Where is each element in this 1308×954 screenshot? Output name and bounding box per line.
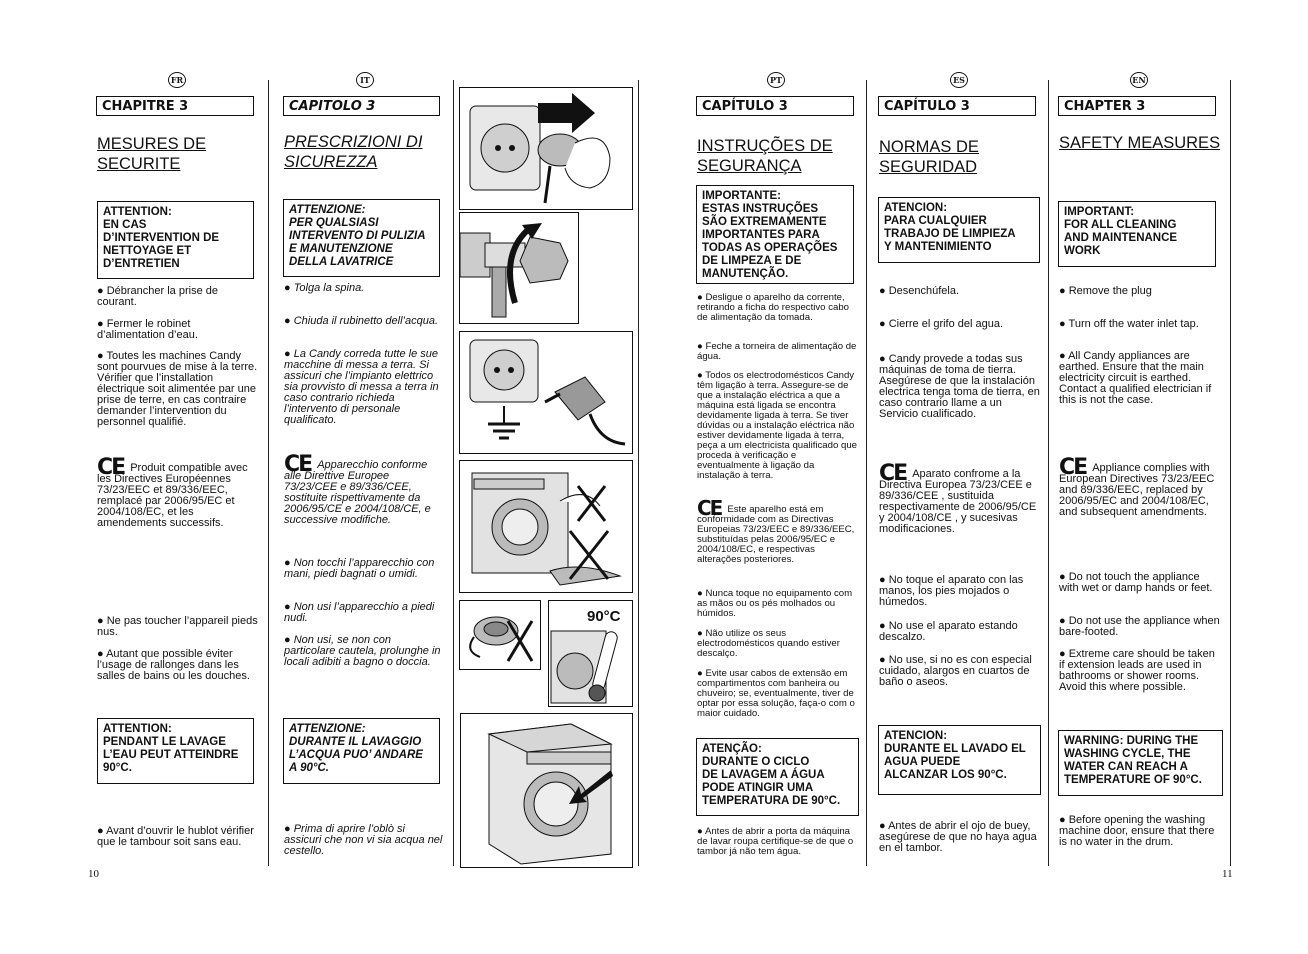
ce-item	[97, 455, 259, 529]
list-item: ● Desligue o aparelho da corrente, retirando a ficha do respectivo cabo de alimentação da tomada.	[697, 293, 859, 323]
box-line: DE LAVAGEM A ÁGUA	[702, 769, 825, 781]
box-line: TEMPERATURA DE 90°C.	[702, 795, 841, 807]
title-line: SECURITE	[97, 155, 181, 173]
ce-text: Appliance complies with European Directives 73/23/EEC and 89/336/EEC, replaced by 2006/95/EC and 2004/108/EC, and subsequent amendments.	[1059, 462, 1215, 518]
box-line: E MANUTENZIONE	[289, 243, 393, 255]
box-line: PARA CUALQUIER	[884, 215, 987, 227]
extension-lead-icon	[460, 601, 540, 669]
list-item: ● Toutes les machines Candy sont pourvues de mise à la terre. Vérifier que l’installation électrique soit alimentée par une prise de terre, en cas contraire demander l’intervention du personnel qualifié.	[97, 351, 259, 428]
ce-text: Apparecchio conforme alle Direttive Europee 73/23/CEE e 89/336/CEE, sostituite rispettivamente da 2006/95/CE e 2004/108/CE, e successive modifiche.	[284, 459, 431, 526]
list-item: ● No use el aparato estando descalzo.	[879, 621, 1042, 643]
list-item: ● Todos os electrodomésticos Candy têm ligação à terra. Assegure-se de que a instalação eléctrica a que a máquina está ligada se encontra devidamente ligada à terra. Se tiver dúvidas ou a instalação eléctrica não estiver devidamente ligada à terra, peça a um electricista qualificado que proceda à verificação e eventualmente à ligação da instalação à terra.	[697, 371, 859, 481]
title-line: MESURES DE	[97, 135, 207, 153]
section-title	[697, 136, 833, 176]
attention-box	[696, 185, 854, 284]
attention-box	[696, 738, 859, 816]
page-number-right: 11	[1222, 868, 1233, 880]
list-item: ● Non usi l’apparecchio a piedi nudi.	[284, 602, 444, 624]
list-item: ● Não utilize os seus electrodomésticos quando estiver descalço.	[697, 629, 859, 659]
ce-item	[879, 461, 1042, 535]
page-number-left: 10	[88, 868, 99, 880]
chapter-heading: CAPITOLO 3	[283, 96, 440, 116]
list-item: ● Desenchúfela.	[879, 286, 1042, 297]
box-line: ATENCION:	[884, 730, 948, 742]
box-line: WORK	[1064, 245, 1101, 257]
wet-hands-illustration	[459, 460, 633, 593]
list-item: ● No toque el aparato con las manos, los pies mojados o húmedos.	[879, 575, 1042, 608]
box-line: PER QUALSIASI	[289, 217, 379, 229]
attention-box	[878, 197, 1040, 263]
flag-es: ES	[950, 72, 968, 88]
box-line: DURANTE EL LAVADO EL	[884, 743, 1026, 755]
box-line: MANUTENÇÃO.	[702, 268, 789, 280]
list-item: ● Chiuda il rubinetto dell’acqua.	[284, 316, 444, 327]
box-line: DELLA LAVATRICE	[289, 256, 394, 268]
tap-icon	[460, 213, 578, 323]
list-item: ● Prima di aprire l’oblò si assicuri che non vi sia acqua nel cestello.	[284, 824, 444, 857]
list-item: ● No use, si no es con especial cuidado, alargos en cuartos de baño o aseos.	[879, 655, 1042, 688]
list-item: ● Non usi, se non con particolare cautela, prolunghe in locali adibiti a bagno o doccia.	[284, 635, 444, 668]
box-line: TRABAJO DE LIMPIEZA	[884, 228, 1016, 240]
box-line: DE LIMPEZA E DE	[702, 255, 802, 267]
tap-illustration	[459, 212, 579, 324]
list-item: ● Antes de abrir el ojo de buey, asegúrese de que no haya agua en el tambor.	[879, 821, 1042, 854]
machine-door-illustration	[460, 713, 633, 868]
ce-item	[284, 452, 444, 526]
box-line: ALCANZAR LOS 90°C.	[884, 769, 1007, 781]
box-line: ESTAS INSTRUÇÕES	[702, 203, 819, 215]
ce-item	[697, 496, 859, 565]
flag-en: EN	[1130, 72, 1148, 88]
list-item: ● Ne pas toucher l’appareil pieds nus.	[97, 616, 259, 638]
list-item: ● Evite usar cabos de extensão em compartimentos com banheira ou chuveiro; se, eventualmente, tiver de optar por essa solução, faça-o com o maior cuidado.	[697, 669, 859, 719]
ce-mark-icon: CE	[284, 452, 312, 477]
earthed-socket-illustration	[459, 331, 633, 454]
box-line: DURANTE IL LAVAGGIO	[289, 736, 422, 748]
unplug-illustration	[459, 87, 633, 210]
box-line: TODAS AS OPERAÇÕES	[702, 242, 838, 254]
chapter-heading: CAPÍTULO 3	[696, 96, 854, 116]
column-es	[878, 96, 1036, 116]
title-line: PRESCRIZIONI DI	[284, 133, 423, 151]
box-line: D’ENTRETIEN	[103, 258, 180, 270]
box-line: WASHING CYCLE, THE	[1064, 748, 1191, 760]
chapter-heading: CHAPITRE 3	[96, 96, 254, 116]
title-line: NORMAS DE	[879, 138, 979, 156]
column-it	[283, 96, 440, 116]
flag-pt: PT	[767, 72, 785, 88]
attention-box	[1058, 201, 1216, 267]
title-line: SICUREZZA	[284, 153, 378, 171]
section-title	[1059, 133, 1220, 153]
ce-text: Produit compatible avec les Directives Européennes 73/23/EEC et 89/336/EEC, remplacé par 2006/95/EC et 2004/108/EC, et les amendements successifs.	[97, 462, 248, 529]
box-line: PENDANT LE LAVAGE	[103, 736, 226, 748]
earth-icon	[460, 332, 632, 453]
box-line: ATTENTION:	[103, 723, 172, 735]
box-line: AND MAINTENANCE	[1064, 232, 1178, 244]
list-item: ● Fermer le robinet d’alimentation d’eau.	[97, 319, 259, 341]
list-item: ● Turn off the water inlet tap.	[1059, 319, 1222, 330]
box-line: ATTENTION:	[103, 206, 172, 218]
column-en	[1058, 96, 1216, 116]
box-line: IMPORTANT:	[1064, 206, 1135, 218]
box-line: L’EAU PEUT ATTEINDRE	[103, 749, 239, 761]
box-line: WATER CAN REACH A	[1064, 761, 1188, 773]
box-line: NETTOYAGE ET	[103, 245, 192, 257]
list-item: ● Cierre el grifo del agua.	[879, 319, 1042, 330]
attention-box	[283, 199, 440, 277]
title-line: SAFETY MEASURES	[1059, 134, 1221, 152]
list-item: ● Antes de abrir a porta da máquina de lavar roupa certifique-se de que o tambor já não tem água.	[697, 827, 859, 857]
section-title	[284, 132, 422, 172]
attention-box	[283, 718, 440, 784]
list-item: ● La Candy correda tutte le sue macchine di messa a terra. Si assicuri che l’impianto elettrico sia provvisto di messa a terra in caso contrario richieda l’intervento di personale qualificato.	[284, 349, 444, 426]
list-item: ● Do not touch the appliance with wet or damp hands or feet.	[1059, 572, 1222, 594]
section-title	[879, 137, 979, 177]
wet-hands-icon	[460, 461, 632, 592]
temperature-label: 90°C	[587, 608, 621, 625]
attention-box	[878, 725, 1041, 795]
title-line: SEGURANÇA	[697, 157, 802, 175]
flag-it: IT	[356, 72, 374, 88]
list-item: ● Extreme care should be taken if extension leads are used in bathrooms or shower rooms. Avoid this where possible.	[1059, 649, 1222, 693]
box-line: AGUA PUEDE	[884, 756, 961, 768]
box-line: FOR ALL CLEANING	[1064, 219, 1177, 231]
title-line: INSTRUÇÕES DE	[697, 137, 833, 155]
box-line: INTERVENTO DI PULIZIA	[289, 230, 426, 242]
box-line: PODE ATINGIR UMA	[702, 782, 814, 794]
ce-item	[1059, 455, 1222, 518]
ce-mark-icon: CE	[97, 455, 125, 480]
box-line: Y MANTENIMIENTO	[884, 241, 992, 253]
unplug-icon	[460, 88, 632, 209]
extension-lead-illustration	[459, 600, 541, 670]
box-line: D’INTERVENTION DE	[103, 232, 220, 244]
attention-box	[97, 718, 254, 784]
box-line: A 90°C.	[289, 762, 329, 774]
ce-mark-icon: CE	[879, 461, 907, 486]
box-line: L’ACQUA PUO’ ANDARE	[289, 749, 423, 761]
box-line: ATENCION:	[884, 202, 948, 214]
box-line: ATTENZIONE:	[289, 204, 366, 216]
list-item: ● Do not use the appliance when bare-footed.	[1059, 616, 1222, 638]
box-line: TEMPERATURE OF 90°C.	[1064, 774, 1202, 786]
chapter-heading: CHAPTER 3	[1058, 96, 1216, 116]
thermometer-icon	[549, 601, 632, 706]
washing-machine-icon	[461, 714, 632, 867]
list-item: ● Remove the plug	[1059, 286, 1222, 297]
column-fr	[96, 96, 254, 116]
list-item: ● Candy provede a todas sus máquinas de toma de tierra. Asegúrese de que la instalación electrica tenga toma de tierra, en caso contrario llame a un Servicio cualificado.	[879, 354, 1042, 420]
list-item: ● Nunca toque no equipamento com as mãos ou os pés molhados ou húmidos.	[697, 589, 859, 619]
column-pt	[696, 96, 854, 116]
list-item: ● Feche a torneira de alimentação de água.	[697, 342, 859, 362]
list-item: ● Avant d’ouvrir le hublot vérifier que le tambour soit sans eau.	[97, 826, 259, 848]
list-item: ● All Candy appliances are earthed. Ensure that the main electricity circuit is earthed. Contact a qualified electrician if this is not the case.	[1059, 351, 1222, 406]
list-item: ● Débrancher la prise de courant.	[97, 286, 259, 308]
list-item: ● Autant que possible éviter l’usage de rallonges dans les salles de bains ou les douches.	[97, 649, 259, 682]
flag-fr: FR	[168, 72, 186, 88]
attention-box	[97, 201, 254, 279]
list-item: ● Non tocchi l’apparecchio con mani, piedi bagnati o umidi.	[284, 558, 444, 580]
list-item: ● Tolga la spina.	[284, 283, 444, 294]
box-line: WARNING: DURING THE	[1064, 735, 1199, 747]
box-line: DURANTE O CICLO	[702, 756, 810, 768]
thermometer-illustration	[548, 600, 633, 707]
ce-text: Este aparelho está em conformidade com as Directivas Europeias 73/23/EEC e 89/336/EEC, substituídas pelas 2006/95/EC e 2004/108/EC, e respectivas alterações posteriores.	[697, 504, 855, 565]
title-line: SEGURIDAD	[879, 158, 978, 176]
list-item: ● Before opening the washing machine door, ensure that there is no water in the drum.	[1059, 815, 1222, 848]
attention-box	[1058, 730, 1223, 796]
box-line: 90°C.	[103, 762, 132, 774]
box-line: ATENÇÃO:	[702, 743, 762, 755]
ce-mark-icon: CE	[1059, 455, 1087, 480]
section-title	[97, 134, 206, 174]
box-line: ATTENZIONE:	[289, 723, 366, 735]
box-line: EN CAS	[103, 219, 147, 231]
box-line: IMPORTANTES PARA	[702, 229, 820, 241]
box-line: SÃO EXTREMAMENTE	[702, 216, 827, 228]
box-line: IMPORTANTE:	[702, 190, 782, 202]
chapter-heading: CAPÍTULO 3	[878, 96, 1036, 116]
ce-text: Aparato confrome a la Directiva Europea 73/23/CEE e 89/336/CEE , sustituida respectivamente de 2006/95/CE y 2004/108/CE , y sucesivas modificaciones.	[879, 468, 1037, 535]
ce-mark-icon: CE	[697, 496, 722, 520]
